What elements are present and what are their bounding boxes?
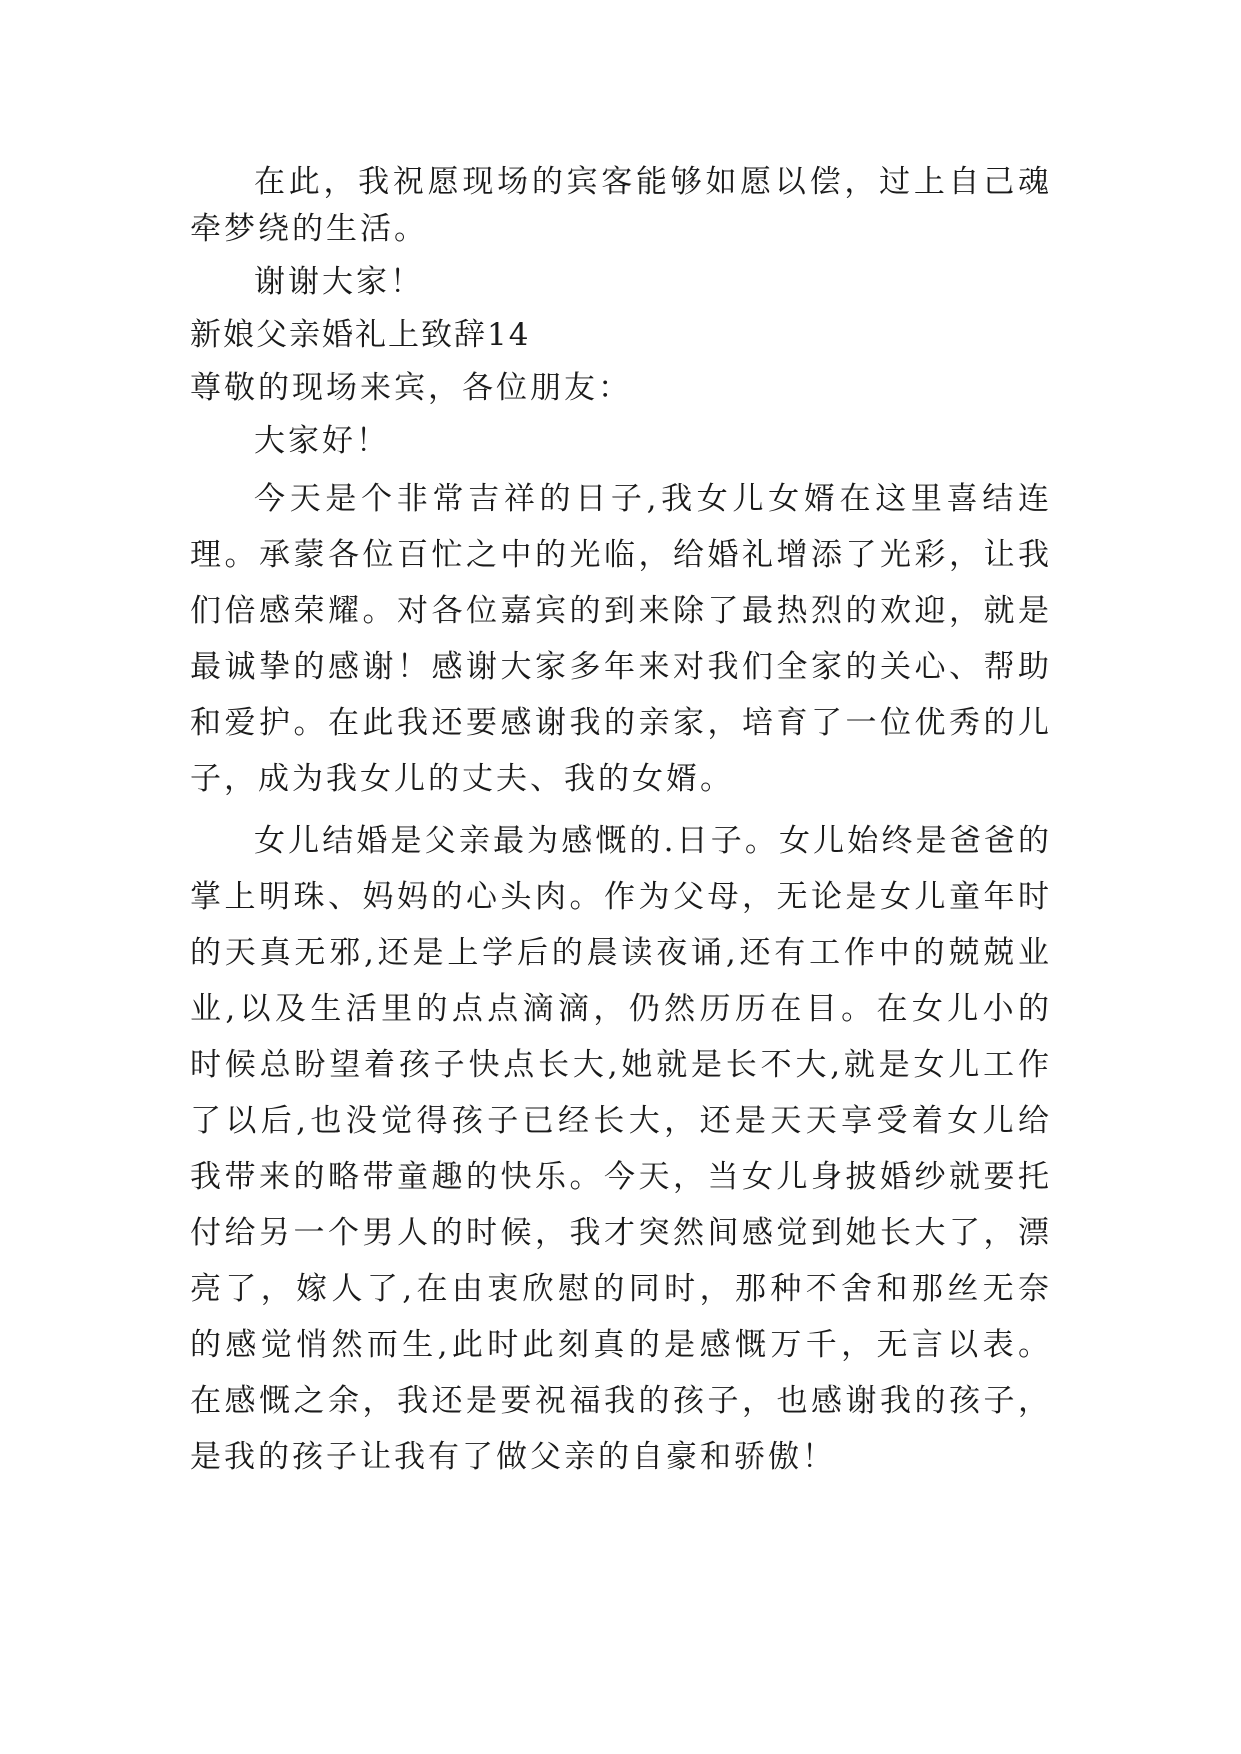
paragraph-father-feelings: 女儿结婚是父亲最为感慨的.日子。女儿始终是爸爸的掌上明珠、妈妈的心头肉。作为父母，无论是女儿童年时的天真无邪,还是上学后的晨读夜诵,还有工作中的兢兢业业,以及生活里的点点滴滴，仍然历历在目。在女儿小的时候总盼望着孩子快点长大,她就是长不大,就是女儿工作了以后,也没觉得孩子已经长大，还是天天享受着女儿给我带来的略带童趣的快乐。今天，当女儿身披婚纱就要托付给另一个男人的时候，我才突然间感觉到她长大了，漂亮了，嫁人了,在由衷欣慰的同时，那种不舍和那丝无奈的感觉悄然而生,此时此刻真的是感慨万千，无言以表。在感慨之余，我还是要祝福我的孩子，也感谢我的孩子，是我的孩子让我有了做父亲的自豪和骄傲！ (190, 823, 1052, 1475)
paragraph-welcome: 今天是个非常吉祥的日子,我女儿女婿在这里喜结连理。承蒙各位百忙之中的光临，给婚礼增添了光彩，让我们倍感荣耀。对各位嘉宾的到来除了最热烈的欢迎，就是最诚挚的感谢！感谢大家多年来对我们全家的关心、帮助和爱护。在此我还要感谢我的亲家，培育了一位优秀的儿子，成为我女儿的丈夫、我的女婿。 (190, 481, 1052, 797)
paragraph-thanks: 谢谢大家！ (254, 264, 424, 300)
salutation: 尊敬的现场来宾，各位朋友： (190, 370, 632, 406)
paragraph-closing-wish: 在此，我祝愿现场的宾客能够如愿以偿，过上自己魂牵梦绕的生活。 (190, 164, 1052, 247)
document-body (190, 159, 1052, 1491)
section-title: 新娘父亲婚礼上致辞14 (190, 317, 531, 353)
greeting: 大家好！ (254, 423, 390, 459)
